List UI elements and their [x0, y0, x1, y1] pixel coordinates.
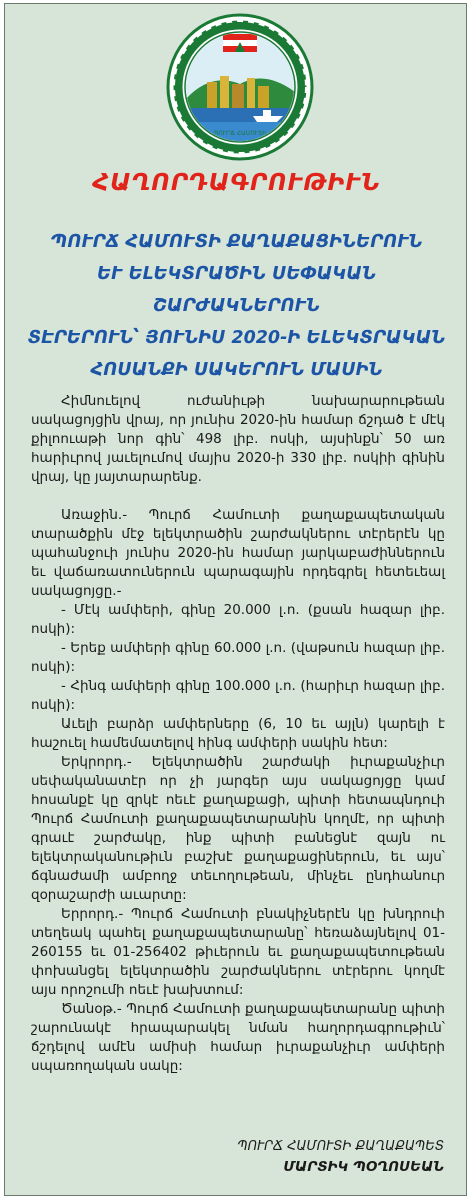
title-line: ԵՒ ԵԼԵԿՏՐԱԾԻՆ ՍԵՓԱԿԱՆ ՇԱՐԺԱԿՆԵՐՈՒՆ: [96, 264, 377, 316]
body-paragraph: Աւելի բարձր ամփերները (6, 10 եւ այլն) կարելի է հաշուել համեմատելով հինգ ամփերի սակին հետ:: [31, 716, 445, 751]
title-line: ՀՈՍԱՆՔԻ ՍԱԿԵՐՈՒՆ ՄԱՍԻՆ: [90, 360, 383, 380]
signatory-role: ՊՈՒՐՃ ՀԱՄՈՒՏԻ ՔԱՂԱՔԱՊԵՏ: [237, 1139, 444, 1154]
announcement-body: [31, 392, 445, 1076]
announcement-title: [27, 226, 446, 386]
signature-block: [237, 1137, 444, 1177]
price-item: - Հինգ ամփերի գինը 100.000 լ.ո. (հարիւր հազար լիբ. ոսկի):: [31, 678, 445, 713]
body-paragraph: Հիմնուելով ուժանիւթի նախարարութեան սակացոյցին վրայ, որ յունիս 2020-ին համար ճշդած է մէկ քիլոուաթի նոր գին՝ 498 լիբ. ոսկի, այսինքն՝ 50 առ հարիւրով յաւելումով մայիս 2020-ի 330 լիբ. ոսկիի գինին վրայ, կը յայտարարենք.: [31, 393, 445, 485]
signatory-name: ՄԱՐՏԻԿ ՊՕՂՈՍԵԱՆ: [283, 1159, 444, 1175]
body-paragraph: Երրորդ.- Պուրճ Համուտի բնակիչներէն կը խնդրուի տեղեակ պահել քաղաքապետարանը՝ հեռաձայնելով 01-260155 եւ 01-256402 թիւերուն եւ քաղաքապետութեան փոխանցել ելեկտրածին շարժակներու տէրերու կողմէ այս որոշումի ոեւէ խախտում:: [31, 906, 445, 998]
price-item: - Երեք ամփերի գինը 60.000 լ.ո. (վաթսուն հազար լիբ. ոսկի):: [31, 640, 445, 675]
title-line: ՏԷՐԵՐՈՒՆ՝ ՅՈՒՆԻՍ 2020-Ի ԵԼԵԿՏՐԱԿԱՆ: [27, 328, 446, 348]
municipality-seal-icon: [165, 12, 315, 162]
body-paragraph: Ծանօթ.- Պուրճ Համուտի քաղաքապետարանը պիտի շարունակէ հրապարակել նման հաղորդագրութիւն՝ ճշդելով ամէն ամիսի համար իւրաքանչիւր ամփերի սպառողական սակը:: [31, 1001, 445, 1074]
price-item: - Մէկ ամփերի, գինը 20.000 լ.ո. (քսան հազար լիբ. ոսկի):: [31, 602, 445, 637]
body-paragraph: Առաջին.- Պուրճ Համուտի քաղաքապետական տարածքին մէջ ելեկտրածին շարժակներու տէրերէն կը պահանջուի յունիս 2020-ին համար յարկաբաժիններուն եւ վաճառատուներուն պարագային որդեգրել հետեւեալ սակացոյցը.-: [31, 507, 445, 599]
announcement-card: [4, 3, 467, 1196]
title-line: ՊՈՒՐՃ ՀԱՄՈՒՏԻ ՔԱՂԱՔԱՑԻՆԵՐՈՒՆ: [50, 232, 423, 252]
body-paragraph: Երկրորդ.- Ելեկտրածին շարժակի իւրաքանչիւր սեփականատէր որ չի յարգեր այս սակացոյցը կամ հոսանքէ կը զրկէ ոեւէ քաղաքացի, պիտի հետապնդուի Պուրճ Համուտի քաղաքապետարանին կողմէ, որ պիտի գրաւէ շարժակը, ինք պիտի բանեցնէ զայն ու ելեկտրականութիւն բաշխէ քաղաքացիներուն, եւ այս՝ ճգնաժամի ամբողջ տեւողութեան, մինչեւ ընդհանուր զօրաշարժի աւարտը:: [31, 754, 445, 903]
announcement-heading: ՀԱՂՈՐԴԱԳՐՈՒԹԻՒՆ: [92, 170, 381, 196]
seal-caption: ՊՈՒՐՃ ՀԱՄՈՒՏԻ: [213, 130, 267, 137]
